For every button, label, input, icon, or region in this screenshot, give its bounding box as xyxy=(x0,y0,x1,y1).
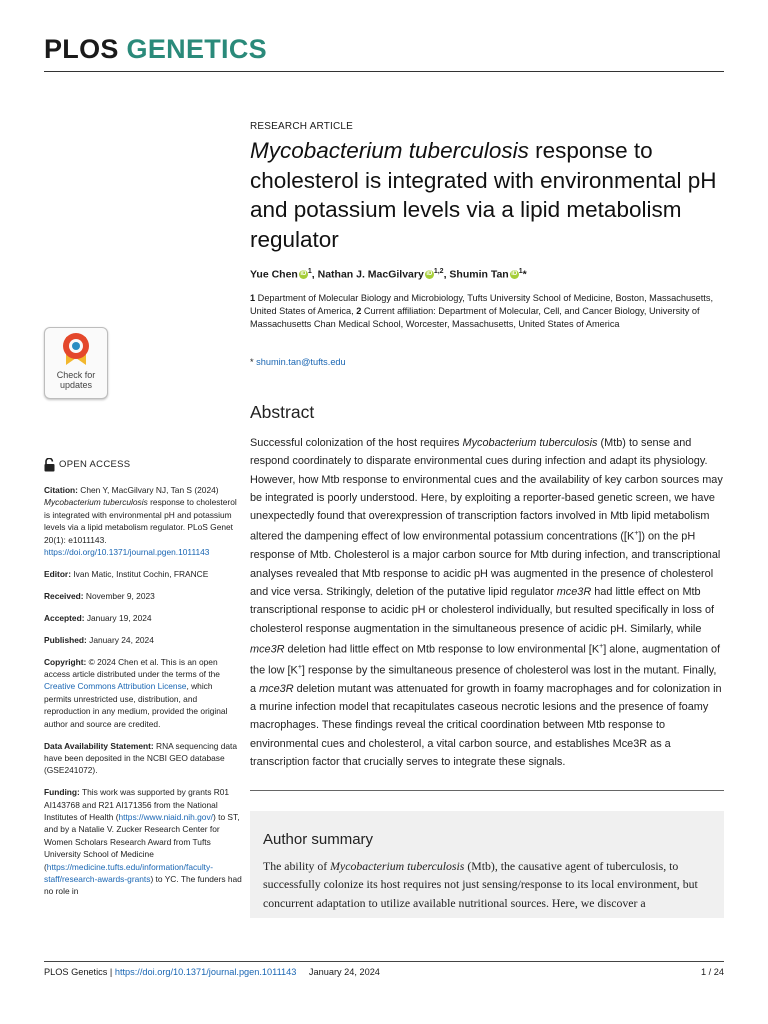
data-availability-label: Data Availability Statement: xyxy=(44,740,154,751)
abstract-segment: ]) on the pH response of Mtb. Cholesterol is a major carbon source for Mtb during infection, and transcriptional analyses revealed that Mtb response to acidic pH was augmented in the presence of cholesterol and vice versa. Strikingly, deletion of the putative lipid regulator xyxy=(250,531,721,598)
badge-line-1: Check for xyxy=(56,370,96,380)
citation-organism: Mycobacterium tuberculosis xyxy=(44,497,148,508)
badge-line-2: updates xyxy=(59,380,93,390)
tufts-link[interactable]: https://medicine.tufts.edu/information/faculty-staff/research-awards-grants xyxy=(44,861,213,885)
author-affil-sup: 1 xyxy=(518,268,523,275)
affil-text: Department of Molecular Biology and Microbiology, Tufts University School of Medicine, Boston, Massachusetts, United States of America, xyxy=(250,293,714,317)
article-info-sidebar xyxy=(44,458,242,907)
footer-citation xyxy=(44,967,380,977)
affil-text: Current affiliation: Department of Molecular, Cell, and Cancer Biology, University of Massachusetts Chan Medical School, Worcester, Massachusetts, United States of America xyxy=(250,306,700,330)
data-availability-text: RNA sequencing data have been deposited in the NCBI GEO database (GSE241072). xyxy=(44,740,238,776)
summary-organism: Mycobacterium tuberculosis xyxy=(330,859,465,873)
abstract-heading: Abstract xyxy=(250,402,315,422)
citation-text: Chen Y, MacGilvary NJ, Tan S (2024) xyxy=(77,485,219,495)
editor-label: Editor: xyxy=(44,568,71,579)
citation-doi-link[interactable]: https://doi.org/10.1371/journal.pgen.1011143 xyxy=(44,547,210,558)
copyright-text: , which permits unrestricted use, distribution, and reproduction in any medium, provided the original author and source are credited. xyxy=(44,681,228,729)
journal-logo-genetics: GENETICS xyxy=(126,34,267,64)
author-separator: , xyxy=(443,268,450,281)
copyright-text: © 2024 Chen et al. This is an open access article distributed under the terms of the xyxy=(44,656,220,679)
page-number: 1 / 24 xyxy=(701,967,724,977)
received-date: November 9, 2023 xyxy=(83,590,155,601)
abstract-segment: (Mtb) to sense and respond coordinately to disparate environmental cues during infection and adapt its physiology. However, how Mtb response to environmental cues and the availability of key carbon sources may be integrated is poorly understood. Here, by exploiting a reporter-based genetic screen, we have unexpectedly found that overexpression of transcription factors involved in Mtb lipid metabolism altered the dampening effect of low environmental potassium concentrations ([K xyxy=(250,437,723,544)
affiliations xyxy=(250,292,720,332)
summary-segment: The ability of xyxy=(263,859,331,873)
superscript: + xyxy=(634,530,639,538)
niaid-link[interactable]: https://www.niaid.nih.gov/ xyxy=(118,812,213,823)
received-block xyxy=(44,590,242,602)
copyright-label: Copyright: xyxy=(44,656,87,667)
data-availability-block xyxy=(44,740,242,777)
funding-block xyxy=(44,786,242,898)
abstract-text xyxy=(250,434,724,771)
author-affil-sup: 1 xyxy=(307,268,312,275)
open-lock-icon xyxy=(44,458,55,472)
abstract-segment: ] response by the simultaneous presence of cholesterol was lost in the mutant. Finally, a xyxy=(250,664,717,695)
author-list xyxy=(250,268,527,281)
abstract-segment: ] alone, augmentation of the low [K xyxy=(250,643,721,677)
author-affil-sup: 1,2 xyxy=(433,268,444,275)
abstract-organism: Mycobacterium tuberculosis xyxy=(462,437,598,449)
accepted-label: Accepted: xyxy=(44,612,85,623)
title-text: response to cholesterol is integrated with environmental pH and potassium levels via a lipid metabolism regulator xyxy=(250,138,717,252)
editor-text: Ivan Matic, Institut Cochin, FRANCE xyxy=(70,568,209,579)
author-separator: , xyxy=(311,268,318,281)
open-access-row xyxy=(44,458,242,472)
copyright-block xyxy=(44,656,242,730)
author-summary-text xyxy=(263,857,711,912)
license-link[interactable]: Creative Commons Attribution License xyxy=(44,681,187,692)
journal-logo-plos: PLOS xyxy=(44,34,119,64)
abstract-divider xyxy=(250,790,724,791)
citation-block xyxy=(44,484,242,558)
funding-text: This work was supported by grants R01 AI143768 and R21 AI171356 from the National Institutes of Health ( xyxy=(44,787,230,823)
author-name[interactable]: Yue Chen xyxy=(250,268,298,281)
email-star: * xyxy=(250,357,254,367)
journal-logo xyxy=(44,34,267,65)
orcid-icon[interactable]: iD xyxy=(426,271,433,278)
abstract-segment: had little effect on Mtb transcriptional response to acidic pH or cholesterol individually, but resulted specifically in loss of cholesterol response augmentation in the simultaneous presence of acidic pH. Similarly, while xyxy=(250,586,715,635)
received-label: Received: xyxy=(44,590,84,601)
article-title xyxy=(250,136,720,254)
affil-number: 1 xyxy=(250,293,256,303)
published-date: January 24, 2024 xyxy=(86,634,154,645)
gene-name: mce3R xyxy=(556,586,592,598)
author-summary-box xyxy=(250,811,724,918)
open-access-label: OPEN ACCESS xyxy=(59,458,131,470)
editor-block xyxy=(44,568,242,580)
superscript: + xyxy=(297,663,302,671)
gene-name: mce3R xyxy=(250,643,285,656)
abstract-segment: deletion mutant was attenuated for growth in foamy macrophages and for colonization in a murine infection model that recapitulates caseous necrotic lesions and the presence of foamy macrophages. These findings reveal the critical coordination between Mtb response to environmental cues and cholesterol, a vital carbon source, and establishes Mce3R as a transcription factor that crucially serves to integrate these signals. xyxy=(250,682,722,768)
affil-number: 2 xyxy=(356,306,362,317)
published-label: Published: xyxy=(44,634,87,645)
abstract-segment: Successful colonization of the host requires xyxy=(250,437,463,449)
footer-separator: | xyxy=(107,967,115,977)
footer-date: January 24, 2024 xyxy=(308,967,380,977)
orcid-icon[interactable]: iD xyxy=(300,271,307,278)
funding-text: ) to YC. The funders had no role in xyxy=(44,874,242,897)
citation-text: response to cholesterol is integrated with environmental pH and potassium levels via a lipid metabolism regulator. PLoS Genet 20(1): e1011143. xyxy=(44,497,237,545)
footer-journal: PLOS Genetics xyxy=(44,967,108,977)
published-block xyxy=(44,634,242,646)
footer-doi-link[interactable]: https://doi.org/10.1371/journal.pgen.1011143 xyxy=(114,967,297,977)
funding-label: Funding: xyxy=(44,787,80,798)
orcid-icon[interactable]: iD xyxy=(511,271,518,278)
accepted-date: January 19, 2024 xyxy=(84,612,152,623)
accepted-block xyxy=(44,612,242,624)
footer-divider xyxy=(44,961,724,962)
check-for-updates-label xyxy=(45,370,107,390)
author-summary-heading: Author summary xyxy=(263,831,374,848)
bookmark-ribbon-icon xyxy=(62,333,90,367)
corresponding-star: * xyxy=(522,268,527,281)
author-name[interactable]: Shumin Tan xyxy=(449,268,509,281)
author-name[interactable]: Nathan J. MacGilvary xyxy=(317,268,424,281)
abstract-segment: deletion had little effect on Mtb response to low environmental [K xyxy=(284,643,600,656)
funding-text: ) to ST, and by a Natalie V. Zucker Research Center for Women Scholars Research Award from Tufts University School of Medicine ( xyxy=(44,812,240,872)
article-type: RESEARCH ARTICLE xyxy=(250,121,354,132)
check-for-updates-badge[interactable] xyxy=(44,327,108,399)
header-divider xyxy=(44,71,724,72)
citation-label: Citation: xyxy=(44,485,78,495)
corresponding-email xyxy=(250,357,346,367)
title-organism: Mycobacterium tuberculosis xyxy=(250,138,529,163)
superscript: + xyxy=(599,642,604,650)
email-link[interactable]: shumin.tan@tufts.edu xyxy=(256,357,346,367)
gene-name: mce3R xyxy=(259,682,294,695)
summary-segment: (Mtb), the causative agent of tuberculosis, to successfully colonize its host requires not just sensing/response to its local environment, but concurrent adaptation to utilize available nutritional sources. Here, we discover a xyxy=(263,859,698,910)
